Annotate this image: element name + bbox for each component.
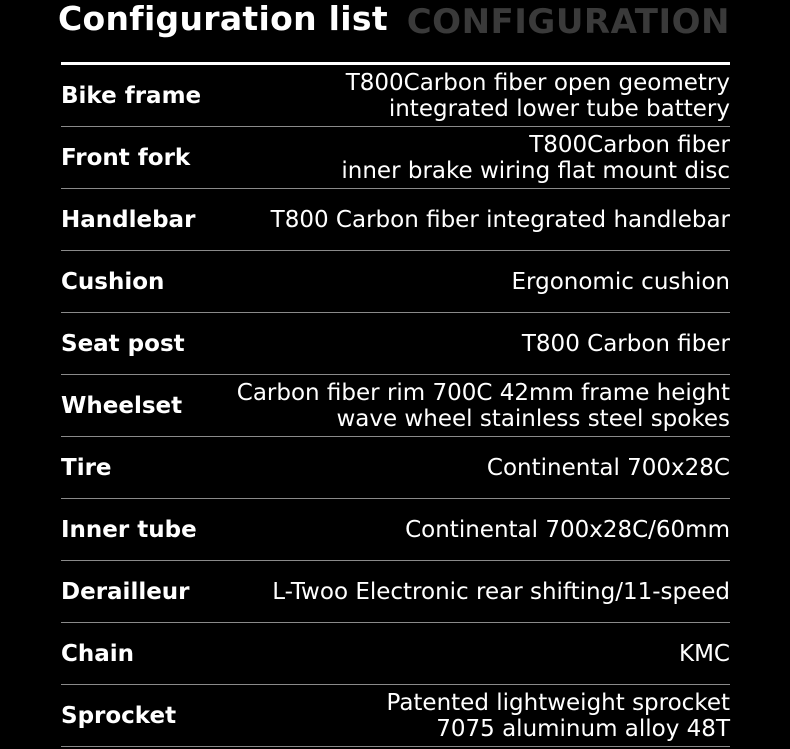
row-value-line: KMC bbox=[679, 640, 730, 667]
row-value-line: Carbon fiber rim 700C 42mm frame height bbox=[236, 379, 730, 406]
row-label: Wheelset bbox=[61, 392, 183, 419]
row-value-line: T800Carbon fiber open geometry bbox=[345, 69, 730, 96]
row-value bbox=[205, 207, 730, 233]
row-value bbox=[207, 517, 730, 543]
row-value bbox=[144, 641, 730, 667]
row-label: Inner tube bbox=[61, 516, 197, 543]
table-row bbox=[61, 127, 730, 189]
row-value-line: Continental 700x28C/60mm bbox=[405, 516, 730, 543]
row-value bbox=[200, 579, 730, 605]
row-value bbox=[200, 132, 730, 184]
row-value-line: T800 Carbon fiber integrated handlebar bbox=[270, 206, 730, 233]
table-row bbox=[61, 251, 730, 313]
row-value-line: wave wheel stainless steel spokes bbox=[336, 405, 730, 432]
row-label: Bike frame bbox=[61, 82, 202, 109]
row-value bbox=[192, 380, 730, 432]
row-value-line: integrated lower tube battery bbox=[388, 95, 730, 122]
row-value bbox=[195, 331, 730, 357]
row-label: Handlebar bbox=[61, 206, 196, 233]
row-value-line: inner brake wiring flat mount disc bbox=[341, 157, 730, 184]
row-value-line: L-Twoo Electronic rear shifting/11-speed bbox=[272, 578, 730, 605]
table-row bbox=[61, 375, 730, 437]
table-row bbox=[61, 189, 730, 251]
row-value-line: Ergonomic cushion bbox=[511, 268, 730, 295]
table-row bbox=[61, 437, 730, 499]
row-label: Derailleur bbox=[61, 578, 190, 605]
row-label: Cushion bbox=[61, 268, 165, 295]
row-label: Sprocket bbox=[61, 702, 177, 729]
table-row bbox=[61, 561, 730, 623]
row-label: Front fork bbox=[61, 144, 191, 171]
page-header bbox=[0, 0, 790, 64]
table-row bbox=[61, 623, 730, 685]
section-watermark: CONFIGURATION bbox=[406, 2, 730, 42]
row-value bbox=[122, 455, 730, 481]
row-value-line: T800 Carbon fiber bbox=[521, 330, 730, 357]
row-value-line: Continental 700x28C bbox=[486, 454, 730, 481]
table-row bbox=[61, 65, 730, 127]
row-label: Tire bbox=[61, 454, 112, 481]
table-row bbox=[61, 499, 730, 561]
configuration-table bbox=[61, 65, 730, 747]
row-label: Seat post bbox=[61, 330, 185, 357]
table-row bbox=[61, 313, 730, 375]
row-value bbox=[211, 70, 730, 122]
row-value bbox=[186, 690, 730, 742]
page-title: Configuration list bbox=[58, 0, 388, 38]
row-label: Chain bbox=[61, 640, 135, 667]
row-value-line: T800Carbon fiber bbox=[529, 131, 730, 158]
table-row bbox=[61, 685, 730, 747]
row-value-line: 7075 aluminum alloy 48T bbox=[436, 715, 730, 742]
row-value-line: Patented lightweight sprocket bbox=[386, 689, 730, 716]
row-value bbox=[174, 269, 730, 295]
